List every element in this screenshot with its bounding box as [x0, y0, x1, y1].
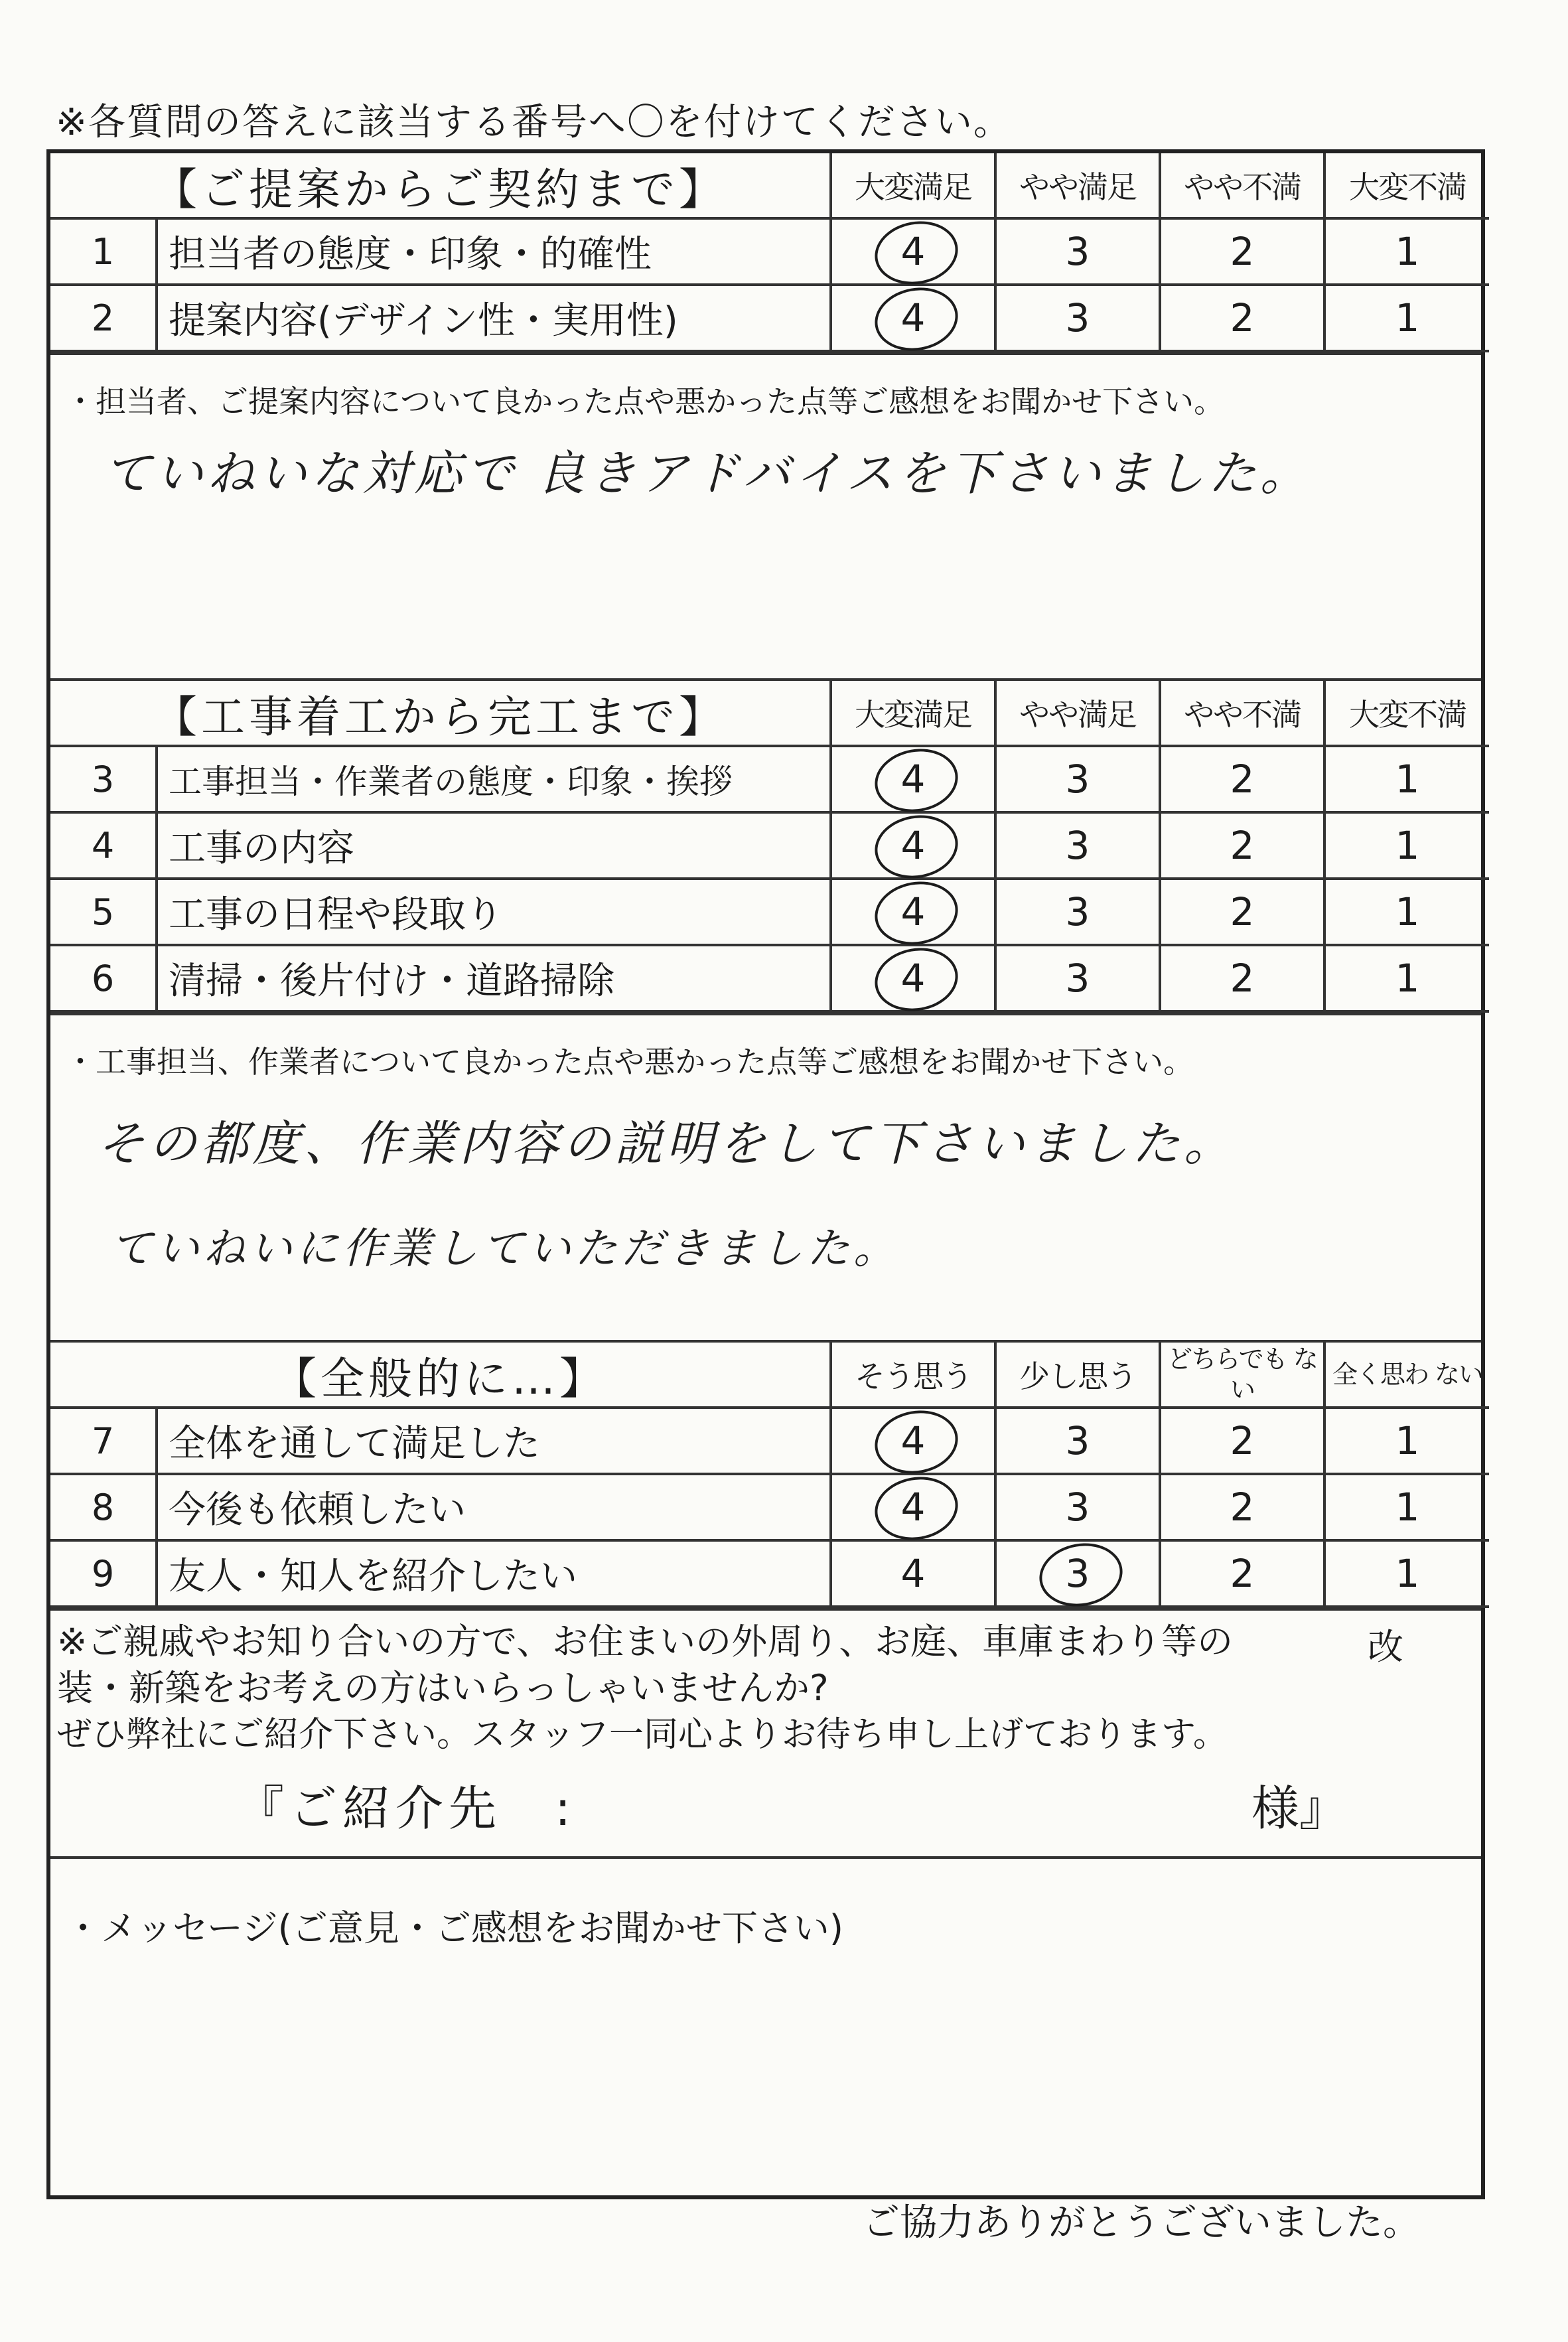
score-option-circled[interactable]: [831, 945, 995, 1011]
handwritten-comment: その都度、作業内容の説明をして下さいました。: [97, 1116, 1236, 1171]
score-option[interactable]: [1160, 812, 1324, 879]
question-row: [50, 879, 1489, 945]
referral-line: ※ご親戚やお知り合いの方で、お住まいの外周り、お庭、車庫まわり等の: [57, 1621, 1234, 1662]
question-row: [50, 1474, 1489, 1540]
score-value: 3: [1065, 295, 1090, 340]
referral-destination-label: 『ご紹介先 :: [236, 1781, 577, 1836]
header-somewhat-satisfied: やや満足: [995, 153, 1160, 218]
score-value: 3: [1065, 823, 1090, 868]
question-number: 2: [50, 285, 157, 351]
header-very-dissatisfied: 大変不満: [1324, 153, 1489, 218]
question-label: 全体を通して満足した: [157, 1408, 831, 1474]
comment-prompt: ・担当者、ご提案内容について良かった点や悪かった点等ご感想をお聞かせ下さい。: [65, 384, 1225, 419]
referral-sama-suffix: 様』: [1251, 1781, 1348, 1836]
score-value: 2: [1230, 229, 1255, 274]
score-value: 2: [1230, 1551, 1255, 1596]
handwritten-comment: ていねいな対応で 良きアドバイスを下さいました。: [104, 445, 1312, 501]
score-option[interactable]: [1324, 218, 1489, 285]
section3-title: 【全般的に…】: [50, 1343, 831, 1408]
score-value: 4: [900, 1418, 926, 1463]
score-option[interactable]: [1324, 285, 1489, 351]
score-option[interactable]: [995, 1474, 1160, 1540]
score-option[interactable]: [995, 746, 1160, 812]
referral-line-end: 改: [1368, 1626, 1403, 1668]
score-option[interactable]: [831, 1540, 995, 1607]
score-option[interactable]: [1160, 1474, 1324, 1540]
score-option[interactable]: [995, 218, 1160, 285]
score-value: 4: [900, 889, 926, 934]
referral-line: ぜひ弊社にご紹介下さい。スタッフ一同心よりお待ち申し上げております。: [57, 1715, 1228, 1755]
question-number: 7: [50, 1408, 157, 1474]
survey-form: [46, 149, 1485, 2199]
question-row: [50, 1408, 1489, 1474]
score-option[interactable]: [1160, 945, 1324, 1011]
score-value: 4: [900, 1485, 926, 1530]
score-option[interactable]: [1324, 746, 1489, 812]
score-option[interactable]: [995, 1408, 1160, 1474]
score-value: 3: [1065, 1418, 1090, 1463]
score-value: 1: [1395, 757, 1420, 802]
score-value: 3: [1065, 956, 1090, 1001]
score-option-circled[interactable]: [995, 1540, 1160, 1607]
score-value: 1: [1395, 1485, 1420, 1530]
score-value: 4: [900, 1551, 926, 1596]
score-value: 3: [1065, 1485, 1090, 1530]
message-prompt: ・メッセージ(ご意見・ご感想をお聞かせ下さい): [65, 1907, 843, 1949]
header-somewhat-agree: 少し思う: [995, 1343, 1160, 1408]
question-label: 友人・知人を紹介したい: [157, 1540, 831, 1607]
score-option[interactable]: [995, 879, 1160, 945]
score-option-circled[interactable]: [831, 746, 995, 812]
score-option[interactable]: [995, 285, 1160, 351]
question-label: 提案内容(デザイン性・実用性): [157, 285, 831, 351]
score-option[interactable]: [1160, 879, 1324, 945]
score-option[interactable]: [1160, 1540, 1324, 1607]
score-option[interactable]: [1324, 1474, 1489, 1540]
referral-line: 装・新築をお考えの方はいらっしゃいませんか?: [57, 1667, 829, 1709]
score-value: 1: [1395, 1418, 1420, 1463]
question-number: 6: [50, 945, 157, 1011]
section2-table: [50, 681, 1489, 1013]
message-box[interactable]: [50, 1856, 1481, 2195]
score-value: 2: [1230, 1418, 1255, 1463]
referral-text: [57, 1619, 1477, 1758]
score-value: 2: [1230, 956, 1255, 1001]
score-value: 4: [900, 757, 926, 802]
score-value: 1: [1395, 823, 1420, 868]
question-number: 9: [50, 1540, 157, 1607]
question-row: [50, 1540, 1489, 1607]
score-option[interactable]: [1324, 945, 1489, 1011]
score-value: 1: [1395, 229, 1420, 274]
score-option[interactable]: [1160, 746, 1324, 812]
score-option[interactable]: [1324, 812, 1489, 879]
score-value: 2: [1230, 295, 1255, 340]
header-somewhat-satisfied: やや満足: [995, 681, 1160, 746]
score-value: 4: [900, 295, 926, 340]
score-option[interactable]: [1160, 1408, 1324, 1474]
question-label: 工事の内容: [157, 812, 831, 879]
thanks-text: ご協力ありがとうございました。: [863, 2201, 1420, 2244]
question-number: 8: [50, 1474, 157, 1540]
question-number: 5: [50, 879, 157, 945]
question-row: [50, 945, 1489, 1011]
score-value: 1: [1395, 295, 1420, 340]
score-value: 3: [1065, 889, 1090, 934]
score-option[interactable]: [995, 945, 1160, 1011]
question-label: 清掃・後片付け・道路掃除: [157, 945, 831, 1011]
score-option[interactable]: [1324, 1540, 1489, 1607]
header-very-satisfied: 大変満足: [831, 153, 995, 218]
score-value: 4: [900, 229, 926, 274]
score-value: 2: [1230, 889, 1255, 934]
score-value: 4: [900, 823, 926, 868]
section1-title: 【ご提案からご契約まで】: [50, 153, 831, 218]
referral-section: [50, 1608, 1481, 1856]
score-value: 2: [1230, 823, 1255, 868]
question-row: [50, 812, 1489, 879]
header-very-dissatisfied: 大変不満: [1324, 681, 1489, 746]
question-number: 4: [50, 812, 157, 879]
score-option-circled[interactable]: [831, 218, 995, 285]
question-label: 担当者の態度・印象・的確性: [157, 218, 831, 285]
score-value: 1: [1395, 956, 1420, 1001]
question-row: [50, 218, 1489, 285]
score-value: 2: [1230, 1485, 1255, 1530]
score-value: 4: [900, 956, 926, 1001]
question-row: [50, 285, 1489, 351]
score-option-circled[interactable]: [831, 1474, 995, 1540]
section1-comment-box[interactable]: [50, 352, 1481, 681]
score-value: 1: [1395, 1551, 1420, 1596]
score-option[interactable]: [1160, 285, 1324, 351]
score-value: 3: [1065, 757, 1090, 802]
score-value: 1: [1395, 889, 1420, 934]
header-neutral: どちらでも ない: [1160, 1343, 1324, 1408]
score-option-circled[interactable]: [831, 1408, 995, 1474]
question-number: 1: [50, 218, 157, 285]
score-value: 3: [1065, 229, 1090, 274]
score-value: 3: [1065, 1551, 1090, 1596]
question-label: 工事の日程や段取り: [157, 879, 831, 945]
section1-table: [50, 153, 1489, 352]
score-option[interactable]: [1324, 1408, 1489, 1474]
score-option-circled[interactable]: [831, 879, 995, 945]
score-option-circled[interactable]: [831, 812, 995, 879]
question-number: 3: [50, 746, 157, 812]
score-option-circled[interactable]: [831, 285, 995, 351]
score-option[interactable]: [1324, 879, 1489, 945]
handwritten-comment: ていねいに作業していただきました。: [110, 1224, 900, 1274]
header-very-satisfied: 大変満足: [831, 681, 995, 746]
instruction: ※各質問の答えに該当する番号へ〇を付けてください。: [56, 101, 1012, 144]
question-label: 今後も依頼したい: [157, 1474, 831, 1540]
header-strongly-agree: そう思う: [831, 1343, 995, 1408]
comment-prompt: ・工事担当、作業者について良かった点や悪かった点等ご感想をお聞かせ下さい。: [65, 1044, 1194, 1080]
score-option[interactable]: [995, 812, 1160, 879]
section2-comment-box[interactable]: [50, 1013, 1481, 1343]
score-value: 2: [1230, 757, 1255, 802]
question-label: 工事担当・作業者の態度・印象・挨拶: [157, 746, 831, 812]
score-option[interactable]: [1160, 218, 1324, 285]
header-not-at-all: 全く思わ ない: [1324, 1343, 1489, 1408]
header-somewhat-dissatisfied: やや不満: [1160, 153, 1324, 218]
header-somewhat-dissatisfied: やや不満: [1160, 681, 1324, 746]
section3-table: [50, 1343, 1489, 1608]
question-row: [50, 746, 1489, 812]
section2-title: 【工事着工から完工まで】: [50, 681, 831, 746]
